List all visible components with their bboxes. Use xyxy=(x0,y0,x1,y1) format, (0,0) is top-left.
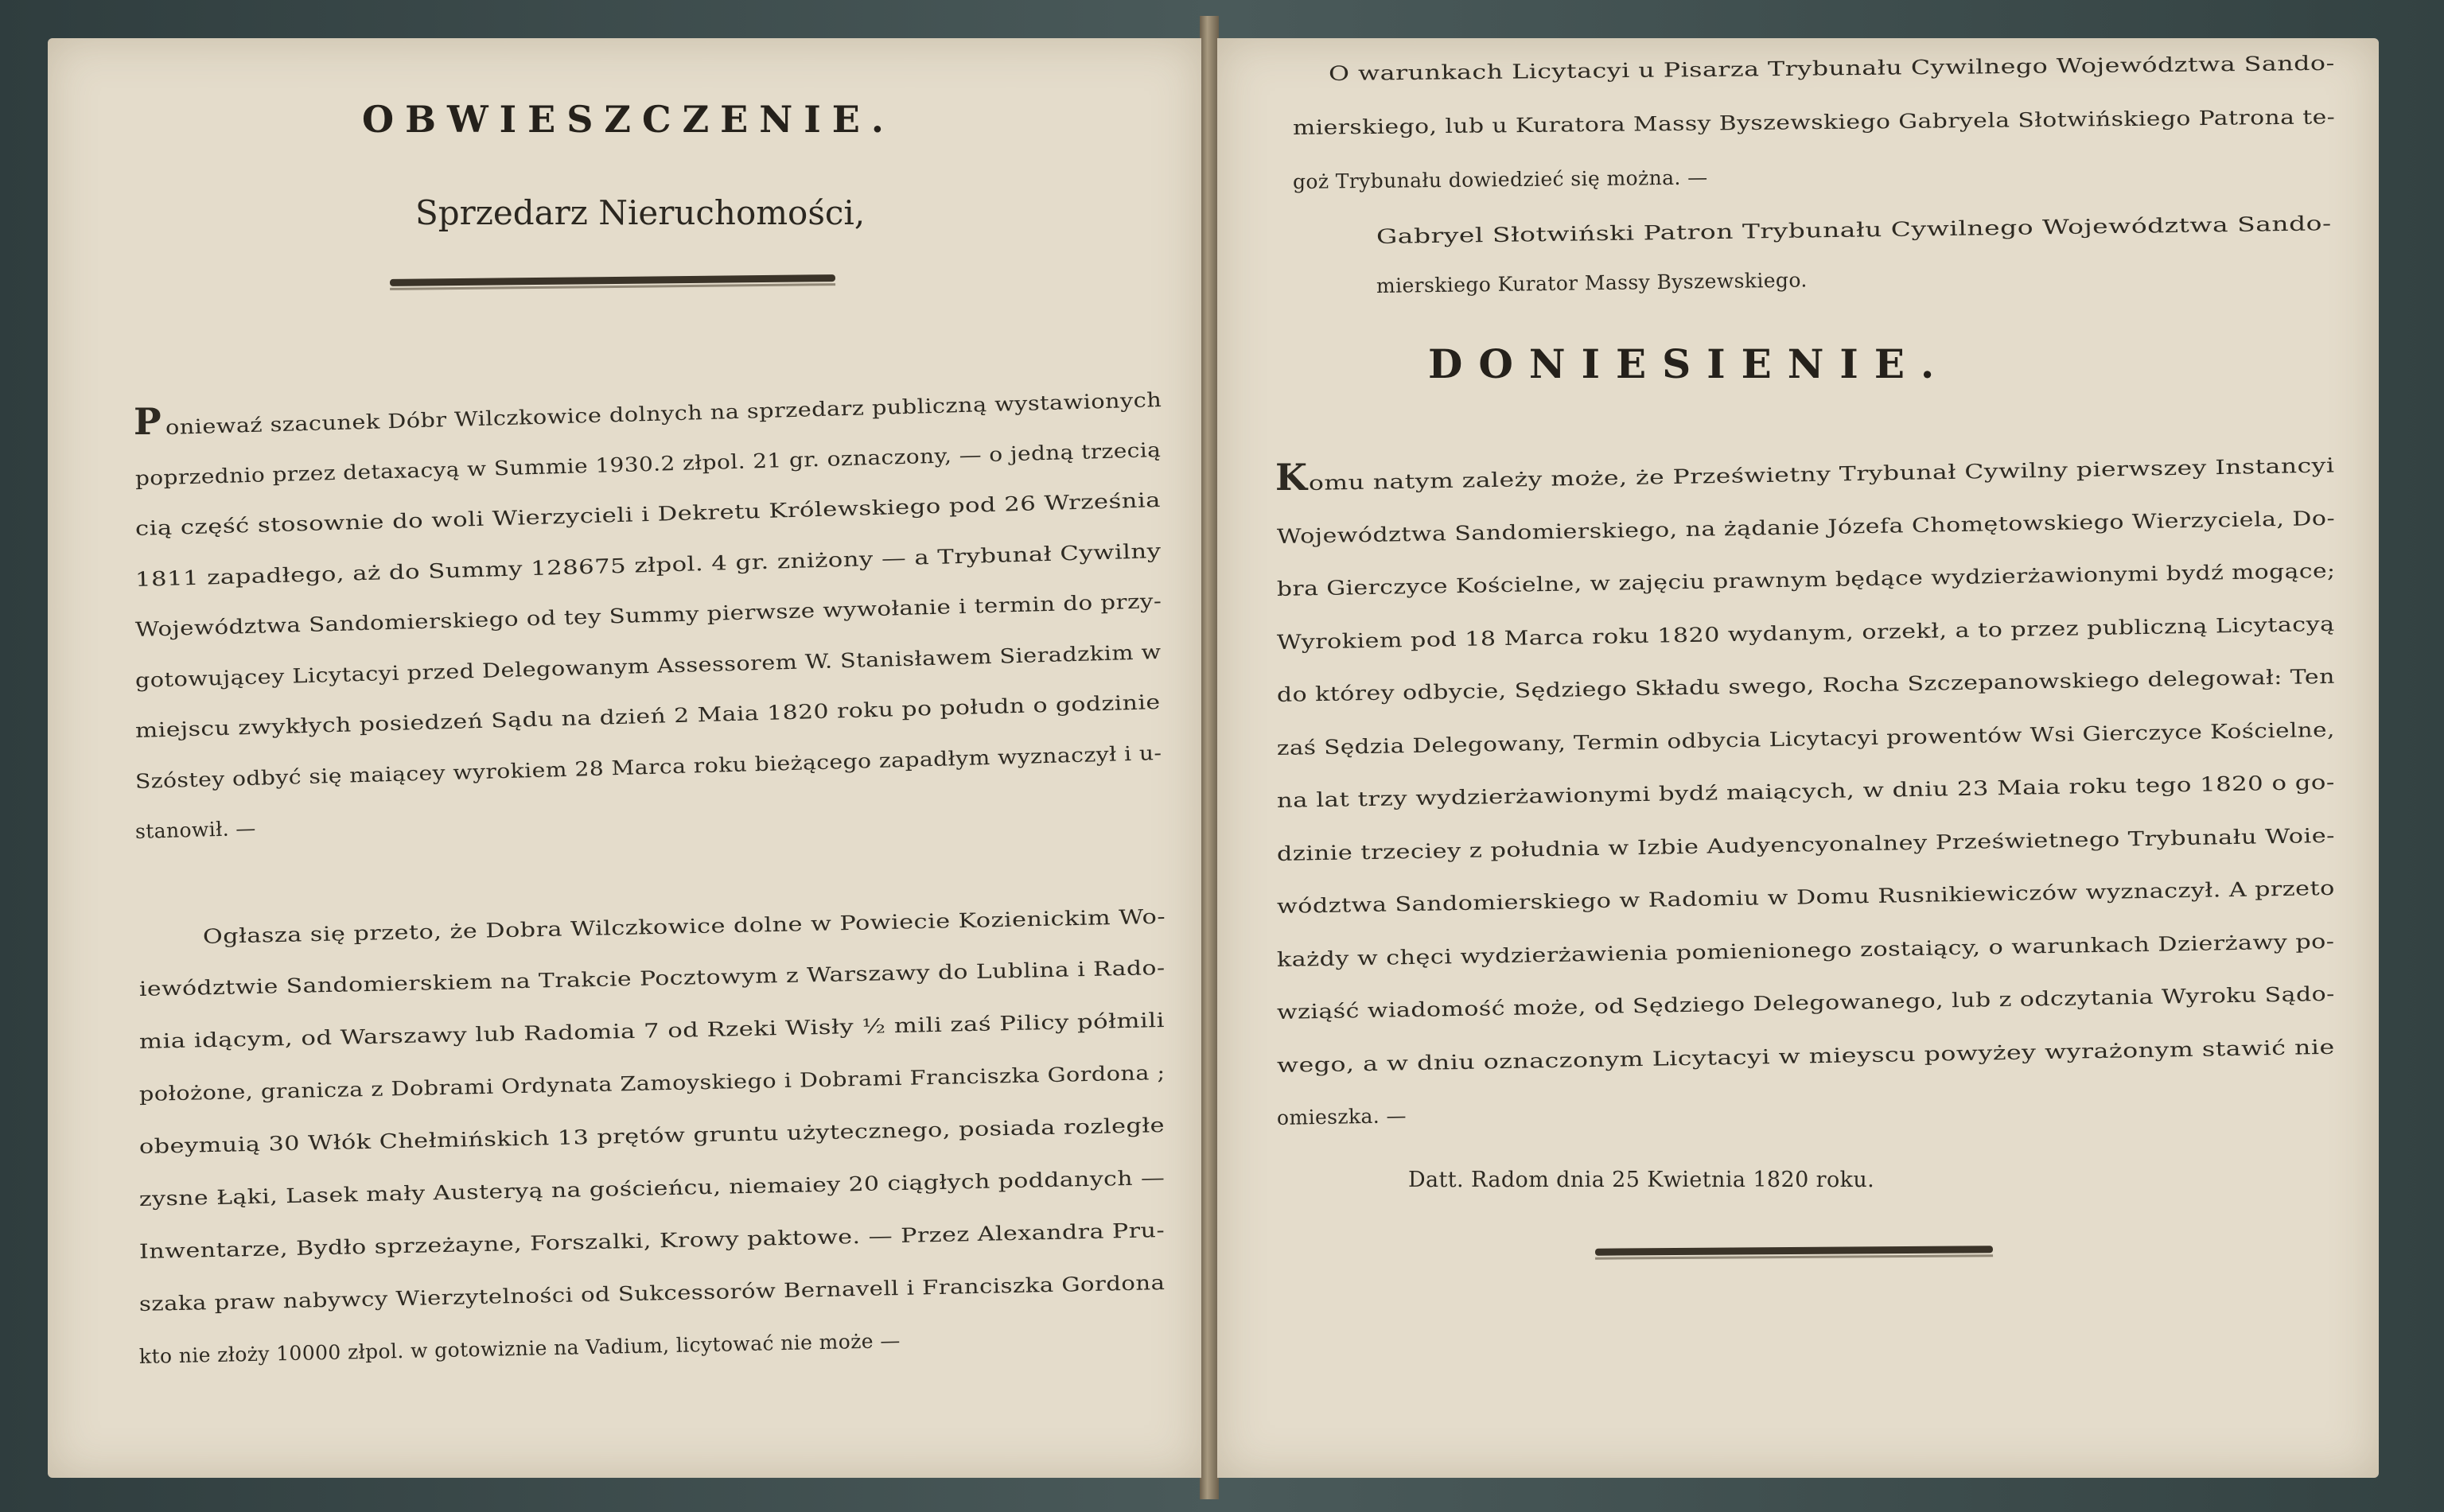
text-line: cią część stosownie do woli Wierzycieli i Dekretu Królewskiego pod 26 Września xyxy=(134,488,1162,540)
text-line: kto nie złoży 10000 złpol. w gotowiznie na Vadium, licytować nie może — xyxy=(138,1328,901,1368)
drop-capital: K xyxy=(1275,456,1308,499)
text-line: omu natym zależy może, że Prześwietny Trybunał Cywilny pierwszey Instancyi xyxy=(1308,453,2335,495)
text-line: gotowującey Licytacyi przed Delegowanym Assessorem W. Stanisławem Sieradzkim w xyxy=(134,639,1162,692)
left-subtitle: Sprzedarz Nieruchomości, xyxy=(415,193,866,232)
text-line: goż Trybunału dowiedzieć się można. — xyxy=(1292,165,1708,193)
text-line: Gabryel Słotwiński Patron Trybunału Cywilnego Województwa Sando- xyxy=(1376,212,2332,248)
text-line: wego, a w dniu oznaczonym Licytacyi w mieyscu powyżey wyrażonym stawić nie xyxy=(1276,1035,2335,1077)
text-line: iewództwie Sandomierskiem na Trakcie Pocztowym z Warszawy do Lublina i Rado- xyxy=(138,955,1166,1001)
text-line: Ogłasza się przeto, że Dobra Wilczkowice dolne w Powiecie Kozienickim Wo- xyxy=(202,904,1166,948)
dateline: Datt. Radom dnia 25 Kwietnia 1820 roku. xyxy=(1408,1168,1875,1192)
text-line: omieszka. — xyxy=(1276,1104,1407,1129)
text-line: bra Gierczyce Kościelne, w zajęciu prawnym będące wydzierżawionymi bydź mogące; xyxy=(1276,558,2336,601)
text-line: 1811 zapadłego, aż do Summy 128675 złpol. 4 gr. zniżony — a Trybunał Cywilny xyxy=(134,538,1162,591)
text-line: miejscu zwykłych posiedzeń Sądu na dzień 2 Maia 1820 roku po połudn o godzinie xyxy=(134,690,1161,742)
text-line: stanowił. — xyxy=(134,816,257,843)
text-line: poprzednio przez detaxacyą w Summie 1930.2 złpol. 21 gr. oznaczony, — o jedną trzecią xyxy=(134,437,1162,490)
text-line: zaś Sędzia Delegowany, Termin odbycia Licytacyi prowentów Wsi Gierczyce Kościelne, xyxy=(1276,717,2336,760)
text-line: obeymuią 30 Włók Chełmińskich 13 prętów gruntu użytecznego, posiada rozległe xyxy=(138,1114,1166,1158)
drop-capital: P xyxy=(134,400,162,443)
text-line: mia idącym, od Warszawy lub Radomia 7 od Rzeki Wisły ½ mili zaś Pilicy półmili xyxy=(138,1009,1166,1053)
text-line: szaka praw nabywcy Wierzytelności od Sukcessorów Bernavell i Franciszka Gordona xyxy=(138,1270,1166,1316)
left-title: OBWIESZCZENIE. xyxy=(362,98,895,141)
text-line: na lat trzy wydzierżawionymi bydź maiących, w dniu 23 Maia roku tego 1820 o go- xyxy=(1276,770,2335,812)
text-line: oniewaź szacunek Dóbr Wilczkowice dolnych na sprzedarz publiczną wystawionych xyxy=(165,388,1162,439)
left-divider xyxy=(390,274,835,286)
text-line: O warunkach Licytacyi u Pisarza Trybunału Cywilnego Województwa Sando- xyxy=(1328,51,2335,85)
book-gutter xyxy=(1200,16,1219,1499)
right-divider xyxy=(1595,1246,1993,1255)
text-line: Wyrokiem pod 18 Marca roku 1820 wydanym, orzekł, a to przez publiczną Licytacyą xyxy=(1276,612,2335,654)
text-line: Szóstey odbyć się maiącey wyrokiem 28 Marca roku bieżącego zapadłym wyznaczył i u- xyxy=(134,740,1162,793)
text-line: każdy w chęci wydzierżawienia pomienionego zostaiący, o warunkach Dzierżawy po- xyxy=(1276,929,2335,971)
right-page xyxy=(1217,38,2379,1478)
left-page xyxy=(48,38,1201,1478)
text-line: mierskiego Kurator Massy Byszewskiego. xyxy=(1376,268,1808,297)
text-line: wziąść wiadomość może, od Sędziego Delegowanego, lub z odczytania Wyroku Sądo- xyxy=(1276,981,2335,1024)
text-line: mierskiego, lub u Kuratora Massy Byszewskiego Gabryela Słotwińskiego Patrona te- xyxy=(1292,105,2336,139)
text-line: dzinie trzeciey z południa w Izbie Audyencyonalney Prześwietnego Trybunału Woie- xyxy=(1276,823,2336,865)
right-title: DONIESIENIE. xyxy=(1428,340,1951,387)
text-line: położone, granicza z Dobrami Ordynata Zamoyskiego i Dobrami Franciszka Gordona ; xyxy=(138,1060,1166,1106)
text-line: wództwa Sandomierskiego w Radomiu w Domu Rusnikiewiczów wyznaczył. A przeto xyxy=(1276,876,2335,918)
text-line: Województwa Sandomierskiego od tey Summy pierwsze wywołanie i termin do przy- xyxy=(134,589,1162,641)
text-line: zysne Łąki, Lasek mały Austeryą na gościeńcu, niemaiey 20 ciągłych poddanych — xyxy=(138,1165,1166,1211)
text-line: Województwa Sandomierskiego, na żądanie Józefa Chomętowskiego Wierzyciela, Do- xyxy=(1276,506,2336,548)
text-line: Inwentarze, Bydło sprzeżayne, Forszalki, Krowy paktowe. — Przez Alexandra Pru- xyxy=(138,1219,1166,1263)
text-line: do którey odbycie, Sędziego Składu swego, Rocha Szczepanowskiego delegował: Ten xyxy=(1276,664,2336,706)
